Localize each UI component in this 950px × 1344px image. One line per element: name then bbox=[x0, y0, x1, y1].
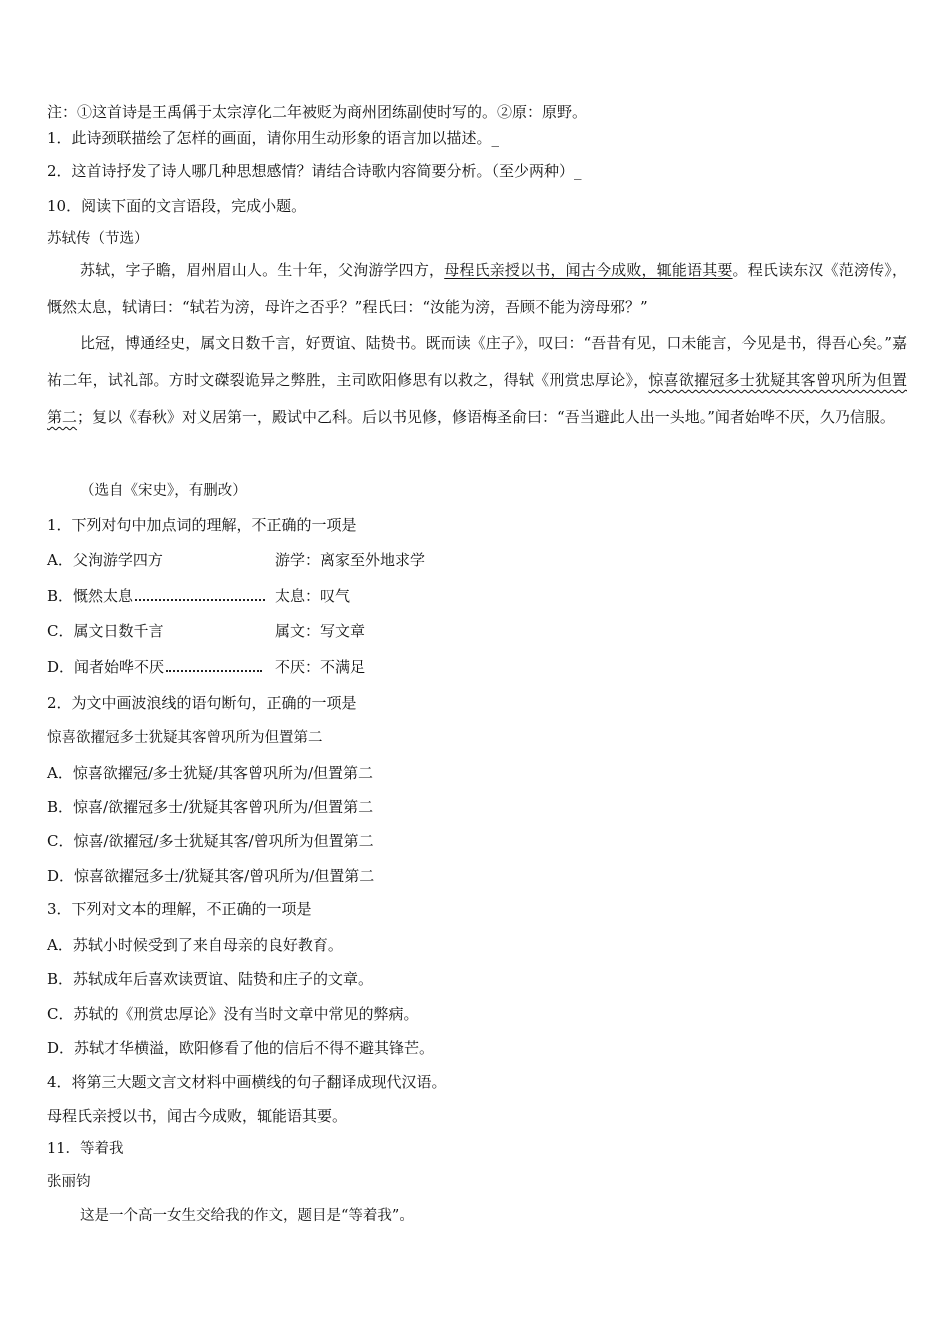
sub4-sentence: 母程氏亲授以书，闻古今成败，辄能语其要。 bbox=[47, 1107, 348, 1125]
poem-note: 注：①这首诗是王禹偁于太宗淳化二年被贬为商州团练副使时写的。②原：原野。 bbox=[47, 103, 588, 121]
q11-heading: 11．等着我 bbox=[47, 1141, 124, 1157]
sub1-option-d-gloss: 不厌：不满足 bbox=[275, 658, 366, 676]
poem-question-1: 1．此诗颈联描绘了怎样的画面，请你用生动形象的语言加以描述。_ bbox=[47, 129, 500, 147]
sub2-option-d: D．惊喜欲擢冠多士/犹疑其客/曾巩所为/但置第二 bbox=[47, 867, 375, 885]
passage-title: 苏轼传（节选） bbox=[47, 231, 149, 247]
dotted-leader bbox=[135, 587, 265, 601]
sub2-option-c: C．惊喜/欲擢冠/多士犹疑其客/曾巩所为但置第二 bbox=[47, 832, 374, 850]
sub2-option-b: B．惊喜/欲擢冠多士/犹疑其客曾巩所为/但置第二 bbox=[47, 798, 374, 816]
sub1-option-b bbox=[47, 586, 265, 606]
q11-first-line: 这是一个高一女生交给我的作文，题目是“等着我”。 bbox=[80, 1208, 414, 1224]
passage-paragraph-2 bbox=[47, 325, 907, 436]
passage-paragraph-1 bbox=[47, 252, 907, 326]
sub1-option-c-gloss: 属文：写文章 bbox=[275, 622, 366, 640]
option-text: 属文日数千言 bbox=[73, 622, 164, 640]
sub3-option-d: D．苏轼才华横溢，欧阳修看了他的信后不得不避其锋芒。 bbox=[47, 1039, 435, 1057]
q11-author: 张丽钧 bbox=[47, 1174, 91, 1190]
sub1-option-b-gloss: 太息：叹气 bbox=[275, 587, 351, 605]
sub2-sentence: 惊喜欲擢冠多士犹疑其客曾巩所为但置第二 bbox=[47, 730, 323, 746]
dotted-leader bbox=[166, 658, 262, 672]
sub3-option-c: C．苏轼的《刑赏忠厚论》没有当时文章中常见的弊病。 bbox=[47, 1005, 419, 1023]
sub2-stem: 2．为文中画波浪线的语句断句，正确的一项是 bbox=[47, 694, 357, 712]
sub1-option-a-gloss: 游学：离家至外地求学 bbox=[275, 551, 426, 569]
passage-source: （选自《宋史》，有删改） bbox=[80, 483, 247, 499]
sub1-option-c bbox=[47, 621, 164, 641]
option-letter: C． bbox=[47, 622, 74, 640]
option-letter: A． bbox=[47, 551, 73, 569]
poem-question-2: 2．这首诗抒发了诗人哪几种思想感情？请结合诗歌内容简要分析。（至少两种）_ bbox=[47, 162, 582, 180]
p2-wavy-sentence: 惊喜欲擢冠多士犹疑其客曾巩所为但置第二 bbox=[47, 371, 907, 426]
p1-text-pre: 苏轼，字子瞻，眉州眉山人。生十年，父洵游学四方， bbox=[80, 261, 445, 279]
sub3-stem: 3．下列对文本的理解，不正确的一项是 bbox=[47, 900, 312, 918]
option-letter: D． bbox=[47, 658, 75, 676]
q10-heading: 10．阅读下面的文言语段，完成小题。 bbox=[47, 197, 307, 215]
sub3-option-a: A．苏轼小时候受到了来自母亲的良好教育。 bbox=[47, 936, 343, 954]
sub4-stem: 4．将第三大题文言文材料中画横线的句子翻译成现代汉语。 bbox=[47, 1073, 447, 1091]
sub3-option-b: B．苏轼成年后喜欢读贾谊、陆贽和庄子的文章。 bbox=[47, 970, 374, 988]
p1-text-post: 。程氏读东汉《范滂传》，慨然太息，轼请曰：“轼若为滂，母许之否乎？”程氏曰：“汝能为滂，吾顾不能为滂母邪？” bbox=[47, 261, 907, 316]
p2-text-post: ；复以《春秋》对义居第一，殿试中乙科。后以书见修，修语梅圣俞曰：“吾当避此人出一头地。”闻者始哗不厌，久乃信服。 bbox=[77, 408, 895, 426]
option-text: 父洵游学四方 bbox=[72, 551, 163, 569]
option-text: 闻者始哗不厌 bbox=[74, 658, 165, 676]
sub1-stem: 1．下列对句中加点词的理解，不正确的一项是 bbox=[47, 516, 357, 534]
option-letter: B． bbox=[47, 587, 74, 605]
sub1-option-d bbox=[47, 657, 262, 677]
sub1-option-a bbox=[47, 550, 163, 570]
p2-text-pre: 比冠，博通经史，属文日数千言，好贾谊、陆贽书。既而读《庄子》，叹曰：“吾昔有见，口未能言，今见是书，得吾心矣。”嘉祐二年，试礼部。方时文磔裂诡异之弊胜，主司欧阳修思有以救之，得轼《刑赏忠厚论》， bbox=[47, 334, 907, 389]
option-text: 慨然太息 bbox=[73, 587, 134, 605]
p1-underlined-sentence: 母程氏亲授以书，闻古今成败，辄能语其要 bbox=[444, 261, 733, 279]
sub2-option-a: A．惊喜欲擢冠/多士犹疑/其客曾巩所为/但置第二 bbox=[47, 764, 373, 782]
